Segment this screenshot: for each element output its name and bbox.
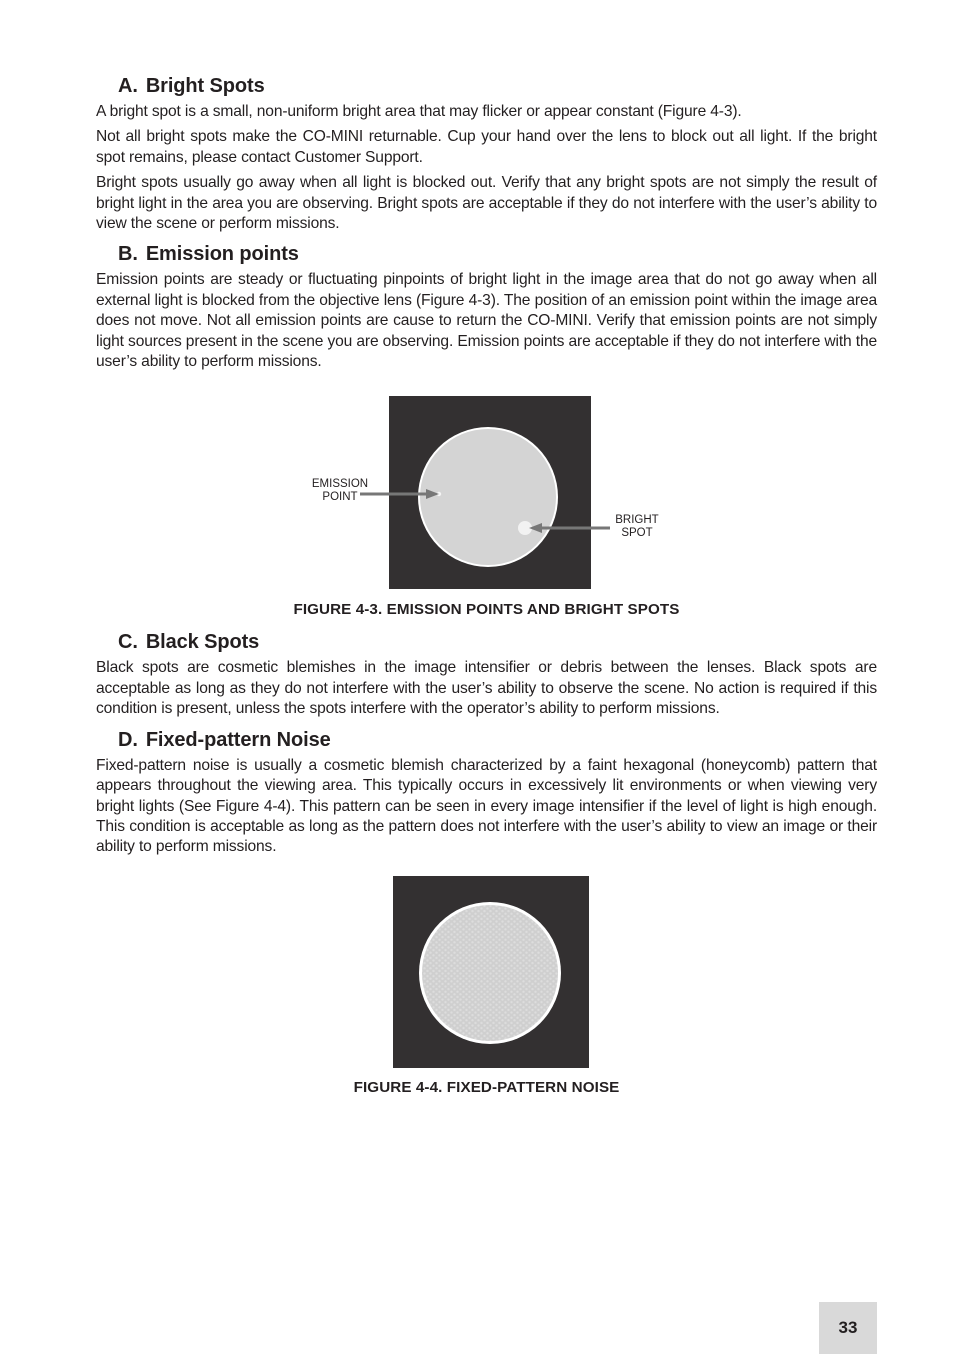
lens-honeycomb-pattern [422,905,558,1041]
label-emission-point: EMISSION POINT [311,478,369,504]
section-black-spots [96,628,877,719]
figure-fixed-pattern-noise [96,876,877,1068]
figure-caption: FIGURE 4-3. EMISSION POINTS AND BRIGHT SPOTS [293,601,680,619]
page-number: 33 [819,1302,877,1354]
heading-black-spots: C. Black Spots [118,631,260,654]
figure-caption: FIGURE 4-4. FIXED-PATTERN NOISE [353,1078,620,1096]
label-bright-spot: BRIGHT SPOT [615,514,659,540]
paragraph: Fixed-pattern noise is usually a cosmetic blemish characterized by a faint hexagonal (honeycomb) pattern that appears throughout the viewing area. This typically occurs in excessively lit environments or when viewing very bright lights (See Figure 4-4). This pattern can be seen in every image intensifier if the level of light is high enough. This condition is acceptable as long as the pattern does not interfere with the user’s ability to view an image or their ability to perform missions. [96,756,877,856]
figure-emission-points-bright-spots [96,394,877,590]
paragraph: Black spots are cosmetic blemishes in the image intensifier or debris between the lenses. Black spots are acceptable as long as they do not interfere with the user’s ability to observe the scene. No action is required if this condition is present, unless the spots interfere with the operator’s ability to perform missions. [96,659,877,718]
heading-emission-points: B. Emission points [118,243,299,266]
lens-view [420,429,556,565]
heading-bright-spots: A. Bright Spots [118,75,265,97]
section-bright-spots [96,72,877,234]
paragraph: Bright spots usually go away when all light is blocked out. Verify that any bright spots are not simply the result of bright light in the area you are observing. Bright spots are acceptable if they do not interfere with the user’s ability to view the scene or perform missions. [96,174,877,233]
section-fixed-pattern-noise [96,726,877,858]
section-emission-points [96,240,877,372]
heading-fixed-pattern-noise: D. Fixed-pattern Noise [118,728,331,751]
page-content [96,72,877,1106]
paragraph: A bright spot is a small, non-uniform bright area that may flicker or appear constant (Figure 4-3). [96,103,742,120]
paragraph: Not all bright spots make the CO-MINI returnable. Cup your hand over the lens to block out all light. If the bright spot remains, please contact Customer Support. [96,128,877,166]
figure-4-4-illustration [96,876,877,1068]
paragraph: Emission points are steady or fluctuating pinpoints of bright light in the image area that do not go away when all external light is blocked from the objective lens (Figure 4-3). The position of an emission point within the image area does not move. Not all emission points are cause to return the CO-MINI. Verify that emission points are not simply light sources present in the scene you are observing. Emission points are acceptable if they do not interfere with the user’s ability to perform missions. [96,271,877,371]
figure-4-3-illustration [96,394,877,590]
